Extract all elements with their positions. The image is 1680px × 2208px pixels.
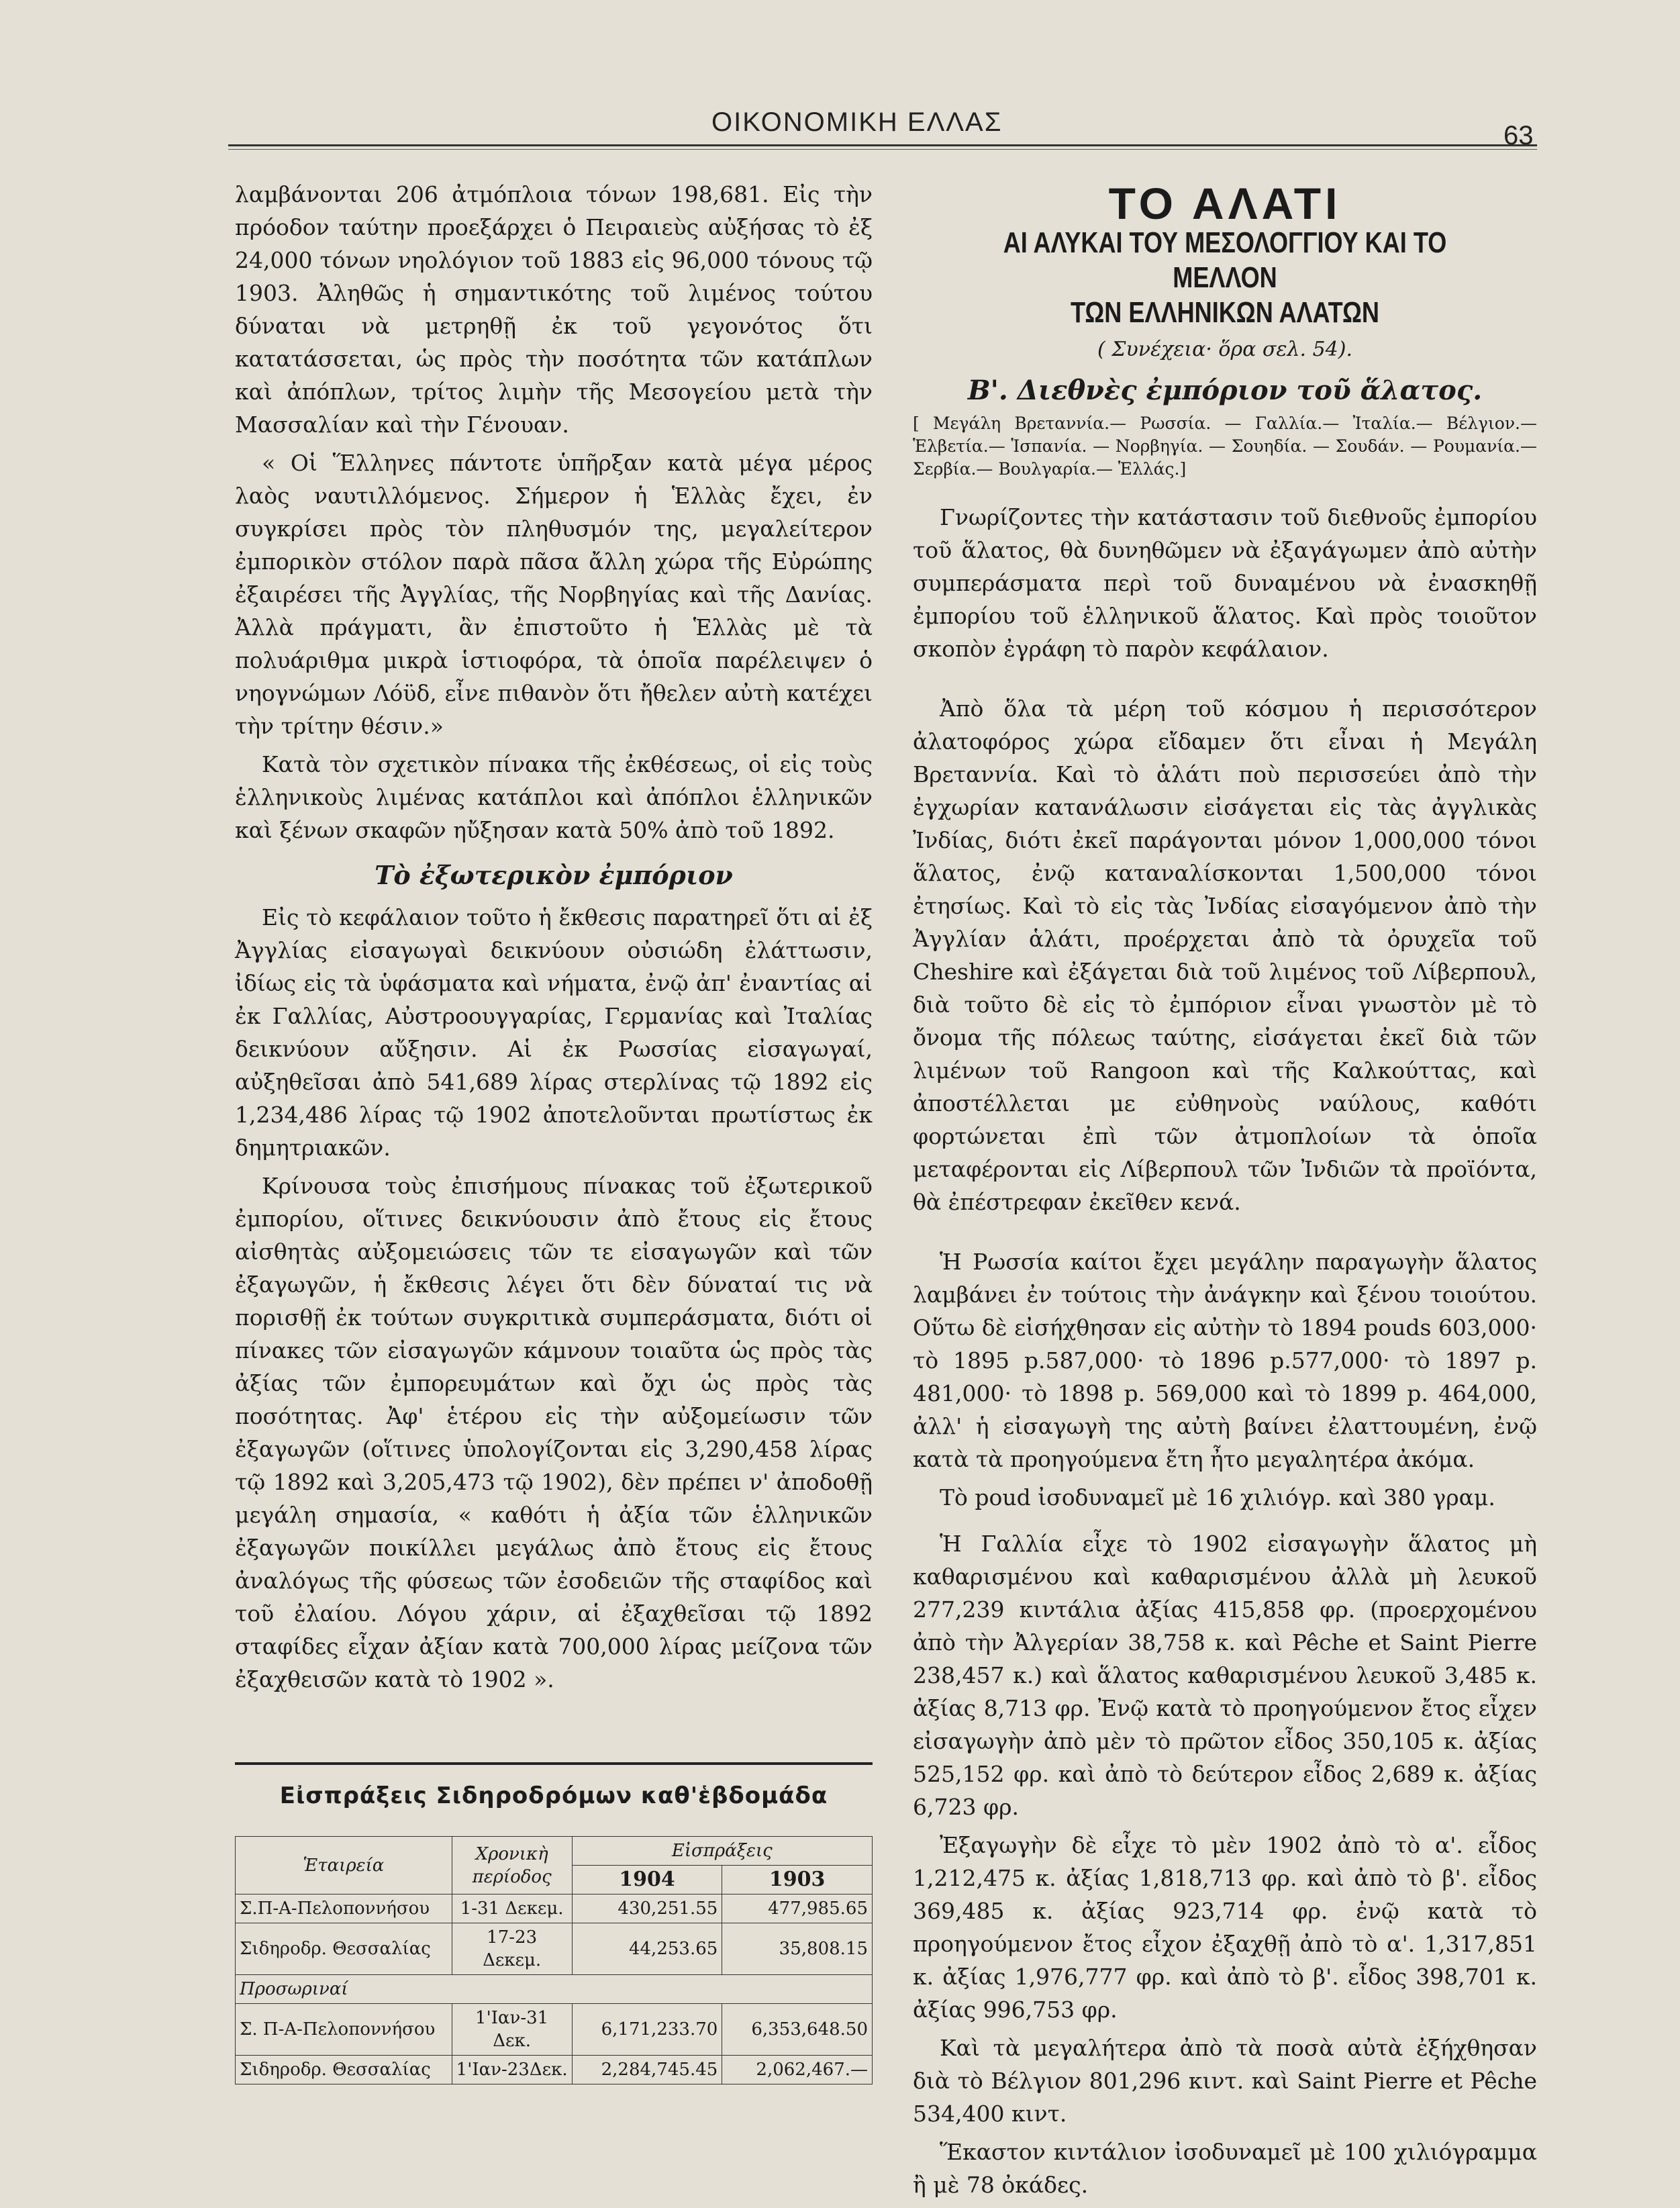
left-paragraph-3: Κατὰ τὸν σχετικὸν πίνακα τῆς ἐκθέσεως, οἱ εἰς τοὺς ἑλληνικοὺς λιμένας κατάπλοι καὶ ἀπόπλοι ἑλληνικῶν καὶ ξένων σκαφῶν ηὔξησαν κατὰ 50% ἀπὸ τοῦ 1892. xyxy=(235,751,873,843)
railway-table-title: Εἰσπράξεις Σιδηροδρόμων καθ'ἑβδομάδα xyxy=(279,1782,828,1809)
table-row xyxy=(236,1894,873,1923)
left-column xyxy=(235,178,873,1701)
table-row xyxy=(236,2004,873,2056)
table-row xyxy=(236,1923,873,1975)
right-paragraph-6: Ἐξαγωγὴν δὲ εἶχε τὸ μὲν 1902 ἀπὸ τὸ α'. εἶδος 1,212,475 κ. ἀξίας 1,818,713 φρ. καὶ ἀπὸ τὸ β'. εἶδος 369,485 κ. ἀξίας 923,714 φρ. ἐνῷ κατὰ τὸ προηγούμενον ἔτος εἶχον ἐξαχθῇ ἀπὸ τὸ α'. 1,317,851 κ. ἀξίας 1,976,777 φρ. καὶ ἀπὸ τὸ β'. εἶδος 398,701 κ. ἀξίας 996,753 φρ. xyxy=(913,1832,1537,2023)
value-1903-cell: 35,808.15 xyxy=(722,1923,873,1975)
right-paragraph-5: Ἡ Γαλλία εἶχε τὸ 1902 εἰσαγωγὴν ἅλατος μὴ καθαρισμένου καὶ καθαρισμένου ἀλλὰ μὴ λευκοῦ 277,239 κιντάλια ἀξίας 415,858 φρ. (προερχομένου ἀπὸ τὴν Ἀλγερίαν 38,758 κ. καὶ Pêche et Saint Pierre 238,457 κ.) καὶ ἅλατος καθαρισμένου λευκοῦ 3,485 κ. ἀξίας 8,713 φρ. Ἐνῷ κατὰ τὸ προηγούμενον ἔτος εἶχεν εἰσαγωγὴν ἀπὸ μὲν τὸ πρῶτον εἶδος 350,105 κ. ἀξίας 525,152 φρ. καὶ ἀπὸ τὸ δεύτερον εἶδος 2,689 κ. ἀξίας 6,723 φρ. xyxy=(913,1531,1537,1820)
company-cell: Σ. Π-Α-Πελοποννήσου xyxy=(236,2004,452,2056)
right-column xyxy=(913,181,1537,2207)
left-paragraph-4: Εἰς τὸ κεφάλαιον τοῦτο ἡ ἔκθεσις παρατηρεῖ ὅτι αἱ ἐξ Ἀγγλίας εἰσαγωγαὶ δεικνύουν οὐσιώδη ἐλάττωσιν, ἰδίως εἰς τὰ ὑφάσματα καὶ νήματα, ἐνῷ ἀπ' ἐναντίας αἱ ἐκ Γαλλίας, Αὐστροουγγαρίας, Γερμανίας καὶ Ἰταλίας δεικνύουν αὔξησιν. Αἱ ἐκ Ρωσσίας εἰσαγωγαί, αὐξηθεῖσαι ἀπὸ 541,689 λίρας στερλίνας τῷ 1892 εἰς 1,234,486 λίρας τῷ 1902 ἀποτελοῦνται πρωτίστως ἐκ δημητριακῶν. xyxy=(235,904,873,1161)
header-rule-thin xyxy=(228,149,1537,150)
col-header-company: Ἑταιρεία xyxy=(236,1837,452,1894)
company-cell: Σ.Π-Α-Πελοποννήσου xyxy=(236,1894,452,1923)
col-header-1903: 1903 xyxy=(722,1866,873,1894)
period-cell: 1'Ιαν-31 Δεκ. xyxy=(452,2004,572,2056)
continuation-note: ( Συνέχεια· ὅρα σελ. 54). xyxy=(1097,338,1352,361)
col-header-period: Χρονικὴ περίοδος xyxy=(452,1837,572,1894)
value-1904-cell: 2,284,745.45 xyxy=(572,2056,722,2084)
right-paragraph-1: Γνωρίζοντες τὴν κατάστασιν τοῦ διεθνοῦς ἐμπορίου τοῦ ἅλατος, θὰ δυνηθῶμεν νὰ ἐξαγάγωμεν ἀπὸ αὐτὴν συμπεράσματα περὶ τοῦ δυναμένου νὰ ἐνασκηθῇ ἐμπορίου τοῦ ἑλληνικοῦ ἅλατος. Καὶ πρὸς τοιοῦτον σκοπὸν ἐγράφη τὸ παρὸν κεφάλαιον. xyxy=(913,504,1537,662)
value-1903-cell: 477,985.65 xyxy=(722,1894,873,1923)
left-paragraph-2: « Οἱ Ἕλληνες πάντοτε ὑπῆρξαν κατὰ μέγα μέρος λαὸς ναυτιλλόμενος. Σήμερον ἡ Ἑλλὰς ἔχει, ἐν συγκρίσει πρὸς τὸν πληθυσμόν της, μεγαλείτερον ἐμπορικὸν στόλον παρὰ πᾶσα ἄλλη χώρα τῆς Εὐρώπης ἐξαιρέσει τῆς Ἀγγλίας, τῆς Νορβηγίας καὶ τῆς Δανίας. Ἀλλὰ πράγματι, ἂν ἐπιστοῦτο ἡ Ἑλλὰς μὲ τὰ πολυάριθμα μικρὰ ἱστιοφόρα, τὰ ὁποῖα παρέλειψεν ὁ νηογνώμων Λόϋδ, εἶνε πιθανὸν ὅτι ἤθελεν αὐτὴ κατέχει τὴν τρίτην θέσιν.» xyxy=(235,450,873,739)
right-paragraph-2: Ἀπὸ ὅλα τὰ μέρη τοῦ κόσμου ἡ περισσότερον ἀλατοφόρος χώρα εἴδαμεν ὅτι εἶναι ἡ Μεγάλη Βρεταννία. Καὶ τὸ ἁλάτι ποὺ περισσεύει ἀπὸ τὴν ἐγχωρίαν κατανάλωσιν εἰσάγεται εἰς τὰς ἀγγλικὰς Ἰνδίας, διότι ἐκεῖ παράγονται μόνον 1,000,000 τόνοι ἅλατος, ἐνῷ καταναλίσκονται 1,500,000 τόνοι ἐτησίως. Καὶ τὸ εἰς τὰς Ἰνδίας εἰσαγόμενον ἀπὸ τὴν Ἀγγλίαν ἁλάτι, προέρχεται ἀπὸ τὰ ὀρυχεῖα τοῦ Cheshire καὶ ἐξάγεται διὰ τοῦ λιμένος τοῦ Λίβερπουλ, διὰ τοῦτο δὲ εἰς τὸ ἐμπόριον εἶναι γνωστὸν μὲ τὸ ὄνομα τῆς πόλεως ταύτης, εἰσάγεται ἐκεῖ διὰ τῶν λιμένων τοῦ Rangoon καὶ τῆς Καλκούττας, καὶ ἀποστέλλεται με εὐθηνοὺς ναύλους, καθότι φορτώνεται ἐπὶ τῶν ἀτμοπλοίων τὰ ὁποῖα μεταφέρονται εἰς Λίβερπουλ τῶν Ἰνδιῶν τὰ προϊόντα, θὰ ἐπέστρεφαν ἐκεῖθεν κενά. xyxy=(913,695,1537,1215)
running-header-title: ΟΙΚΟΝΟΜΙΚΗ ΕΛΛΑΣ xyxy=(711,107,1003,137)
value-1904-cell: 44,253.65 xyxy=(572,1923,722,1975)
right-paragraph-8: Ἕκαστον κιντάλιον ἰσοδυναμεῖ μὲ 100 χιλιόγραμμα ἢ μὲ 78 ὀκάδες. xyxy=(913,2139,1537,2198)
article-subtitle-line-1: ΑΙ ΑΛΥΚΑΙ ΤΟΥ ΜΕΣΟΛΟΓΓΙΟΥ ΚΑΙ ΤΟ ΜΕΛΛΟΝ xyxy=(1003,226,1447,294)
table-row-provisional xyxy=(236,1975,873,2004)
right-paragraph-3: Ἡ Ρωσσία καίτοι ἔχει μεγάλην παραγωγὴν ἅλατος λαμβάνει ἐν τούτοις τὴν ἀνάγκην καὶ ξένου τοιούτου. Οὕτω δὲ εἰσήχθησαν εἰς αὐτὴν τὸ 1894 pouds 603,000· τὸ 1895 p.587,000· τὸ 1896 p.577,000· τὸ 1897 p. 481,000· τὸ 1898 p. 569,000 καὶ τὸ 1899 p. 464,000, ἀλλ' ἡ εἰσαγωγὴ της αὐτὴ βαίνει ἐλαττουμένη, ἐνῷ κατὰ τὰ προηγούμενα ἔτη ἦτο μεγαλητέρα ἀκόμα. xyxy=(913,1249,1537,1472)
left-paragraph-1: λαμβάνονται 206 ἀτμόπλοια τόνων 198,681. Εἰς τὴν πρόοδον ταύτην προεξάρχει ὁ Πειραιεὺς αὐξήσας τὸ ἐξ 24,000 τόνων νηολόγιον τοῦ 1883 εἰς 96,000 τόνους τῷ 1903. Ἀληθῶς ἡ σημαντικότης τοῦ λιμένος τούτου δύναται νὰ μετρηθῇ ἐκ τοῦ γεγονότος ὅτι κατατάσσεται, ὡς πρὸς τὴν ποσότητα τῶν κατάπλων καὶ ἀπόπλων, τρίτος λιμὴν τῆς Μεσογείου μετὰ τὴν Μασσαλίαν καὶ τὴν Γένουαν. xyxy=(235,181,873,438)
article-subtitle-line-2: ΤΩΝ ΕΛΛΗΝΙΚΩΝ ΑΛΑΤΩΝ xyxy=(1070,296,1379,329)
header-rule xyxy=(228,144,1537,146)
section-subheading: Τὸ ἐξωτερικὸν ἐμπόριον xyxy=(375,860,733,890)
right-paragraph-4: Τὸ poud ἰσοδυναμεῖ μὲ 16 χιλιόγρ. καὶ 380 γραμ. xyxy=(940,1484,1495,1510)
right-paragraph-7: Καὶ τὰ μεγαλήτερα ἀπὸ τὰ ποσὰ αὐτὰ ἐξήχθησαν διὰ τὸ Βέλγιον 801,296 κιντ. καὶ Saint Pierre et Pêche 534,400 κιντ. xyxy=(913,2035,1537,2127)
country-list: [ Μεγάλη Βρεταννία.— Ρωσσία. — Γαλλία.— Ἰταλία.— Βέλγιον.— Ἑλβετία.— Ἱσπανία. — Νορβηγία. — Σουηδία. — Σουδάν. — Ρουμανία.— Σερβία.— Βουλγαρία.— Ἑλλάς.] xyxy=(913,414,1537,479)
col-header-receipts: Εἰσπράξεις xyxy=(572,1837,872,1866)
table-row xyxy=(236,2056,873,2084)
period-cell: 17-23 Δεκεμ. xyxy=(452,1923,572,1975)
company-cell: Σιδηροδρ. Θεσσαλίας xyxy=(236,2056,452,2084)
value-1904-cell: 430,251.55 xyxy=(572,1894,722,1923)
page-number: 63 xyxy=(1503,121,1534,150)
left-paragraph-5: Κρίνουσα τοὺς ἐπισήμους πίνακας τοῦ ἐξωτερικοῦ ἐμπορίου, οἵτινες δεικνύουσιν ἀπὸ ἔτους εἰς ἔτους αἰσθητὰς αὐξομειώσεις τῶν τε εἰσαγωγῶν καὶ τῶν ἐξαγωγῶν, ἡ ἔκθεσις λέγει ὅτι δὲν δύναταί τις νὰ πορισθῇ ἐκ τούτων συγκριτικὰ συμπεράσματα, διότι οἱ πίνακες τῶν εἰσαγωγῶν κάμνουν τοιαῦτα ὡς πρὸς τὰς ἀξίας τῶν ἐμπορευμάτων καὶ ὄχι ὡς πρὸς τὰς ποσότητας. Ἀφ' ἑτέρου εἰς τὴν αὐξομείωσιν τῶν ἐξαγωγῶν (οἵτινες ὑπολογίζονται εἰς 3,290,458 λίρας τῷ 1892 καὶ 3,205,473 τῷ 1902), δὲν πρέπει ν' ἀποδοθῇ μεγάλη σημασία, « καθότι ἡ ἀξία τῶν ἑλληνικῶν ἐξαγωγῶν ποικίλλει μεγάλως ἀπὸ ἔτους εἰς ἔτους ἀναλόγως τῆς φύσεως τῶν ἐσοδειῶν τῆς σταφίδος καὶ τοῦ ἐλαίου. Λόγου χάριν, αἱ ἐξαχθεῖσαι τῷ 1892 σταφίδες εἶχαν ἀξίαν κατὰ 700,000 λίρας μείζονα τῶν ἐξαχθεισῶν κατὰ τὸ 1902 ». xyxy=(235,1173,873,1692)
value-1903-cell: 2,062,467.— xyxy=(722,2056,873,2084)
article-title: ΤΟ ΑΛΑΤΙ xyxy=(1108,179,1342,228)
company-cell: Σιδηροδρ. Θεσσαλίας xyxy=(236,1923,452,1975)
provisional-label: Προσωριναί xyxy=(236,1975,873,2004)
col-header-1904: 1904 xyxy=(572,1866,722,1894)
period-cell: 1-31 Δεκεμ. xyxy=(452,1894,572,1923)
value-1903-cell: 6,353,648.50 xyxy=(722,2004,873,2056)
table-top-rule xyxy=(235,1762,873,1765)
section-heading: Β'. Διεθνὲς ἐμπόριον τοῦ ἅλατος. xyxy=(967,375,1483,406)
period-cell: 1'Ιαν-23Δεκ. xyxy=(452,2056,572,2084)
railway-receipts-table xyxy=(235,1836,873,2084)
value-1904-cell: 6,171,233.70 xyxy=(572,2004,722,2056)
